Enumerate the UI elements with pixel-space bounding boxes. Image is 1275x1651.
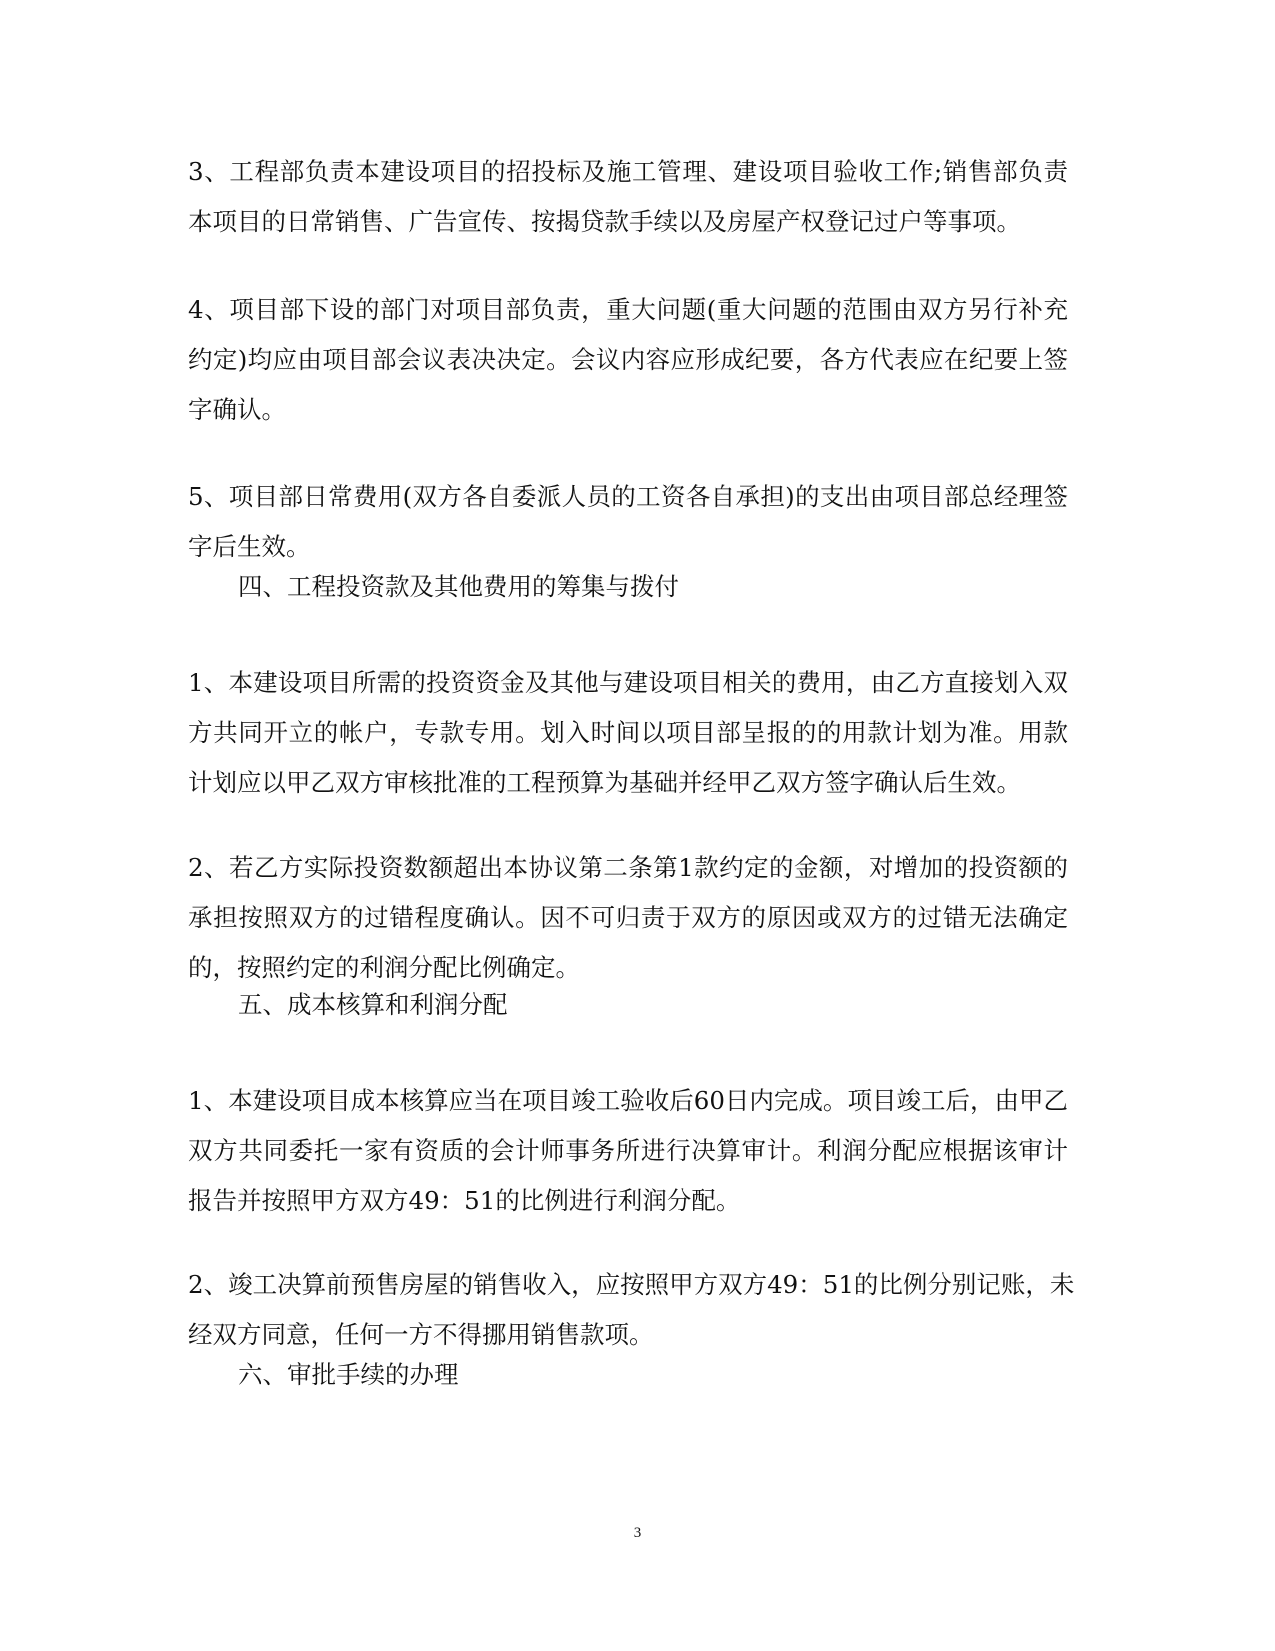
text-line: 1、本建设项目成本核算应当在项目竣工验收后60日内完成。项目竣工后，由甲乙	[188, 1086, 1068, 1115]
paragraph-4-1-investment-funds	[188, 658, 1068, 808]
paragraph-4-2-excess-investment	[188, 843, 1068, 993]
paragraph-5-2-presale-revenue	[188, 1260, 1075, 1360]
paragraph-5-daily-expenses	[188, 472, 1068, 572]
text-line: 方共同开立的帐户，专款专用。划入时间以项目部呈报的的用款计划为准。用款	[188, 718, 1068, 747]
text-line: 5、项目部日常费用(双方各自委派人员的工资各自承担)的支出由项目部总经理签	[188, 482, 1068, 511]
text-line: 4、项目部下设的部门对项目部负责，重大问题(重大问题的范围由双方另行补充	[188, 295, 1068, 324]
text-line: 3、工程部负责本建设项目的招投标及施工管理、建设项目验收工作;销售部负责	[188, 157, 1068, 186]
text-line: 计划应以甲乙双方审核批准的工程预算为基础并经甲乙双方签字确认后生效。	[188, 768, 1021, 797]
text-line: 本项目的日常销售、广告宣传、按揭贷款手续以及房屋产权登记过户等事项。	[188, 207, 1021, 236]
paragraph-5-1-cost-accounting	[188, 1076, 1068, 1226]
text-line: 双方共同委托一家有资质的会计师事务所进行决算审计。利润分配应根据该审计	[188, 1136, 1068, 1165]
text-line: 经双方同意，任何一方不得挪用销售款项。	[188, 1320, 654, 1349]
paragraph-3-engineering-dept	[188, 147, 1068, 247]
text-line: 字后生效。	[188, 532, 311, 561]
text-line: 约定)均应由项目部会议表决决定。会议内容应形成纪要，各方代表应在纪要上签	[188, 345, 1068, 374]
section-heading-4: 四、工程投资款及其他费用的筹集与拨付	[238, 572, 679, 601]
text-line: 的，按照约定的利润分配比例确定。	[188, 953, 580, 982]
text-line: 1、本建设项目所需的投资资金及其他与建设项目相关的费用，由乙方直接划入双	[188, 668, 1068, 697]
text-line: 字确认。	[188, 395, 286, 424]
section-heading-5: 五、成本核算和利润分配	[238, 990, 508, 1019]
text-line: 2、竣工决算前预售房屋的销售收入，应按照甲方双方49：51的比例分别记账，未	[188, 1270, 1075, 1299]
paragraph-4-project-departments	[188, 285, 1068, 435]
text-line: 报告并按照甲方双方49：51的比例进行利润分配。	[188, 1186, 741, 1215]
text-line: 承担按照双方的过错程度确认。因不可归责于双方的原因或双方的过错无法确定	[188, 903, 1068, 932]
page-number: 3	[633, 1525, 642, 1541]
section-heading-6: 六、审批手续的办理	[238, 1360, 459, 1389]
text-line: 2、若乙方实际投资数额超出本协议第二条第1款约定的金额，对增加的投资额的	[188, 853, 1068, 882]
